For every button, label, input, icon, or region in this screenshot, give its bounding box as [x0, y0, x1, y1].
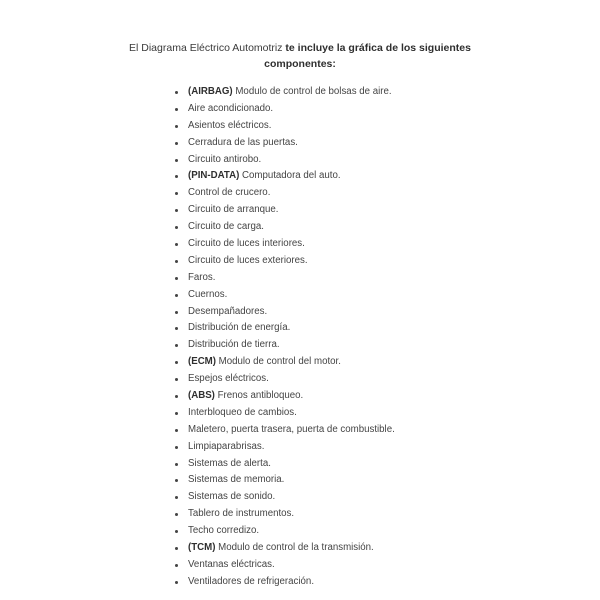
bullet-icon	[175, 125, 178, 128]
bullet-icon	[175, 412, 178, 415]
bullet-icon	[175, 429, 178, 432]
component-list-item	[175, 489, 395, 506]
component-code: (ECM)	[188, 356, 216, 368]
bullet-icon	[175, 378, 178, 381]
bullet-icon	[175, 446, 178, 449]
component-list-item	[175, 185, 395, 202]
component-list-item	[175, 439, 395, 456]
component-list-item	[175, 202, 395, 219]
component-list-item	[175, 84, 395, 101]
component-list-item	[175, 219, 395, 236]
component-code: (TCM)	[188, 542, 216, 554]
component-list-item	[175, 506, 395, 523]
component-text: Sistemas de sonido.	[188, 491, 276, 503]
component-text: Circuito de arranque.	[188, 204, 279, 216]
intro-bold-text: te incluye la gráfica de los siguientes	[285, 42, 471, 54]
component-text: Distribución de tierra.	[188, 339, 280, 351]
component-list-item	[175, 337, 395, 354]
component-text: Frenos antibloqueo.	[214, 390, 304, 402]
component-code: (PIN-DATA)	[188, 170, 240, 182]
component-list-item	[175, 101, 395, 118]
bullet-icon	[175, 311, 178, 314]
bullet-icon	[175, 547, 178, 550]
component-text: Faros.	[188, 271, 216, 283]
bullet-icon	[175, 294, 178, 297]
component-list-item	[175, 236, 395, 253]
component-text: Limpiaparabrisas.	[188, 440, 265, 452]
component-text: Aire acondicionado.	[188, 102, 274, 114]
bullet-icon	[175, 327, 178, 330]
component-list-item	[175, 456, 395, 473]
component-list-item	[175, 320, 395, 337]
component-text: Circuito antirobo.	[188, 153, 262, 165]
component-text: Desempañadores.	[188, 305, 268, 317]
component-text: Espejos eléctricos.	[188, 373, 269, 385]
component-text: Ventiladores de refrigeración.	[188, 575, 315, 587]
bullet-icon	[175, 496, 178, 499]
component-text: Sistemas de memoria.	[188, 474, 285, 486]
component-list-item	[175, 472, 395, 489]
component-list-item	[175, 152, 395, 169]
bullet-icon	[175, 243, 178, 246]
component-list-item	[175, 523, 395, 540]
intro-line-2: componentes:	[264, 58, 336, 70]
component-text: Modulo de control de bolsas de aire.	[232, 86, 392, 97]
bullet-icon	[175, 209, 178, 212]
component-list-item	[175, 118, 395, 135]
component-text: Modulo de control de la transmisión.	[215, 542, 374, 554]
component-list-item	[175, 304, 395, 321]
component-text: Computadora del auto.	[239, 170, 341, 182]
component-text: Cuernos.	[188, 288, 228, 300]
component-text: Techo corredizo.	[188, 525, 260, 537]
component-list-item	[175, 405, 395, 422]
bullet-icon	[175, 479, 178, 482]
component-text: Circuito de carga.	[188, 221, 264, 233]
component-list-item	[175, 135, 395, 152]
component-text: Modulo de control del motor.	[215, 356, 341, 368]
component-text: Control de crucero.	[188, 187, 271, 199]
bullet-icon	[175, 260, 178, 263]
component-text: Asientos eléctricos.	[188, 119, 272, 131]
intro-normal-text: El Diagrama Eléctrico Automotriz	[129, 42, 286, 54]
component-list-item	[175, 371, 395, 388]
component-list-item	[175, 253, 395, 270]
component-code: (AIRBAG)	[188, 86, 233, 97]
bullet-icon	[175, 142, 178, 145]
component-text: Interbloqueo de cambios.	[188, 406, 297, 418]
bullet-icon	[175, 361, 178, 364]
bullet-icon	[175, 226, 178, 229]
component-list-item	[175, 557, 395, 574]
component-list-item	[175, 388, 395, 405]
component-list-item	[175, 422, 395, 439]
intro-line-1	[0, 40, 600, 56]
bullet-icon	[175, 159, 178, 162]
bullet-icon	[175, 581, 178, 584]
bullet-icon	[175, 277, 178, 280]
component-text: Ventanas eléctricas.	[188, 558, 275, 570]
component-text: Circuito de luces exteriores.	[188, 254, 308, 266]
bullet-icon	[175, 463, 178, 466]
component-text: Maletero, puerta trasera, puerta de combustible.	[188, 423, 395, 435]
bullet-icon	[175, 108, 178, 111]
component-list-item	[175, 574, 395, 591]
component-list-item	[175, 270, 395, 287]
bullet-icon	[175, 395, 178, 398]
bullet-icon	[175, 175, 178, 178]
component-text: Circuito de luces interiores.	[188, 238, 305, 250]
component-list-item	[175, 354, 395, 371]
bullet-icon	[175, 91, 178, 94]
bullet-icon	[175, 564, 178, 567]
component-text: Cerradura de las puertas.	[188, 136, 298, 148]
intro-paragraph	[0, 40, 600, 72]
component-list-item	[175, 540, 395, 557]
bullet-icon	[175, 530, 178, 533]
component-text: Sistemas de alerta.	[188, 457, 271, 469]
bullet-icon	[175, 344, 178, 347]
bullet-icon	[175, 513, 178, 516]
component-code: (ABS)	[188, 390, 215, 402]
component-text: Tablero de instrumentos.	[188, 508, 295, 520]
bullet-icon	[175, 192, 178, 195]
component-list	[175, 84, 395, 591]
component-text: Distribución de energía.	[188, 322, 291, 334]
component-list-item	[175, 287, 395, 304]
component-list-item	[175, 168, 395, 185]
